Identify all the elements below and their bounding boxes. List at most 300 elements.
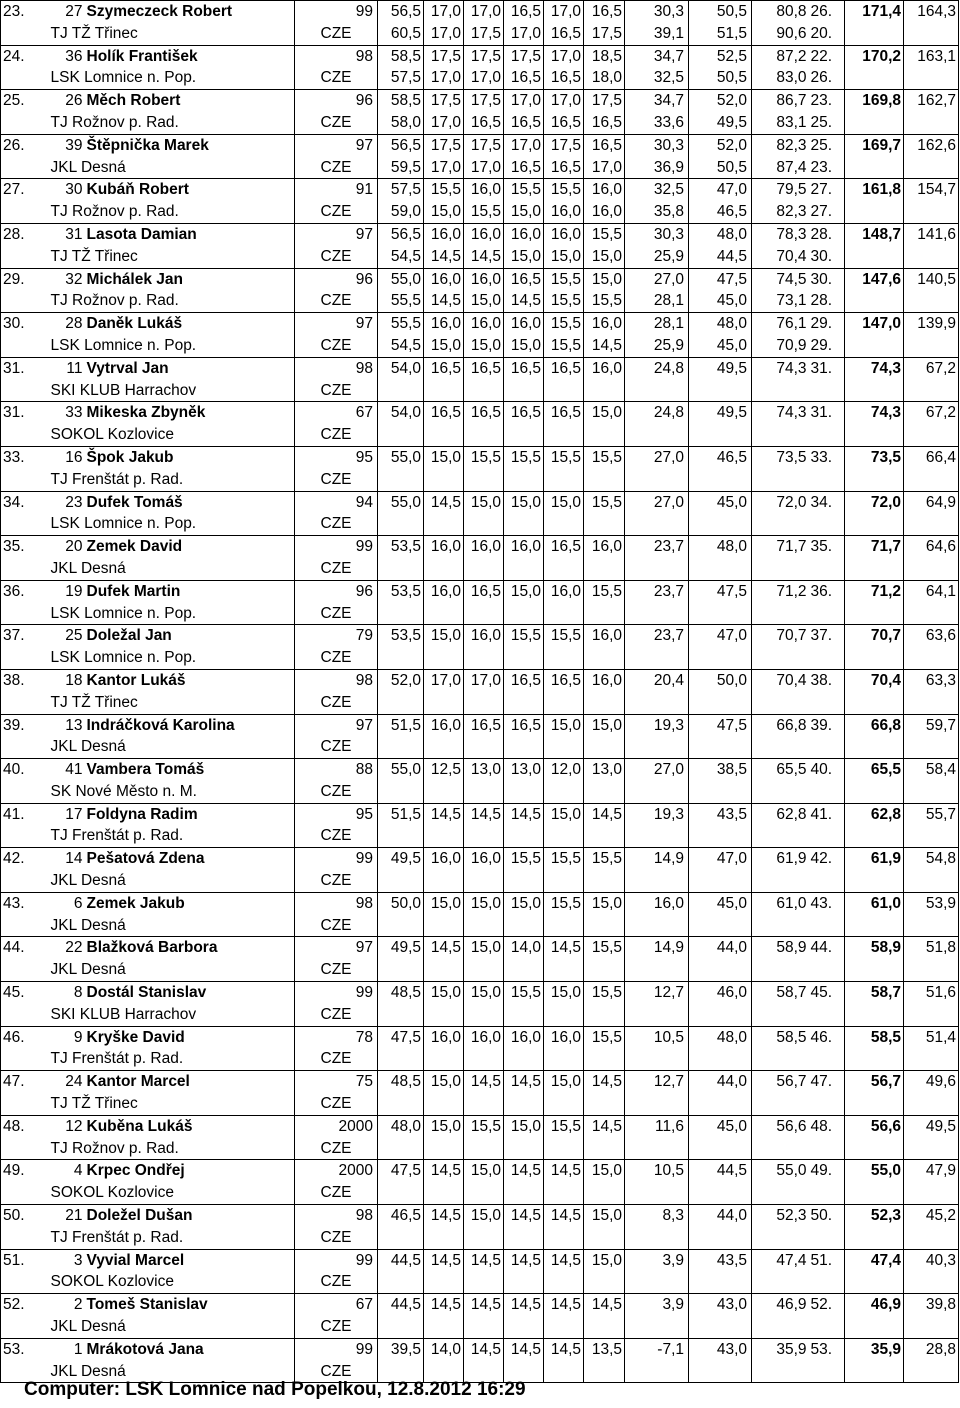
table-row <box>1 1294 959 1316</box>
judge-score-cell: 16,0 <box>424 313 464 335</box>
judge-score-cell: 14,5 <box>544 1249 584 1271</box>
judge-score-cell: 17,5 <box>504 45 544 67</box>
judge-score-cell: 15,5 <box>584 290 625 312</box>
athlete-name-cell: Dufek Tomáš <box>85 491 295 513</box>
judge-score-cell: 14,5 <box>504 1294 544 1316</box>
distance-cell: 53,5 <box>378 625 424 647</box>
judge-score-cell: 14,5 <box>424 246 464 268</box>
judge-score-cell: 17,5 <box>464 134 504 156</box>
year-cell: 96 <box>295 90 378 112</box>
empty-cell <box>544 647 584 669</box>
style-points-cell: 51,5 <box>689 23 752 45</box>
empty-cell <box>584 380 625 402</box>
empty-cell <box>689 469 752 491</box>
table-row <box>1 892 959 914</box>
judge-score-cell: 15,5 <box>424 179 464 201</box>
round-points-cell: 65,5 <box>752 759 809 781</box>
secondary-total-cell: 64,1 <box>904 580 959 602</box>
empty-cell <box>504 1271 544 1293</box>
table-row <box>1 580 959 602</box>
empty-cell <box>584 692 625 714</box>
rank-cell: 44. <box>1 937 49 959</box>
wind-points-cell: 12,7 <box>625 982 689 1004</box>
round-rank-cell: 49. <box>809 1160 845 1182</box>
style-points-cell: 46,0 <box>689 982 752 1004</box>
table-row <box>1 848 959 870</box>
empty-cell <box>752 692 809 714</box>
empty-cell <box>464 1227 504 1249</box>
judge-score-cell: 17,5 <box>424 134 464 156</box>
judge-score-cell: 17,0 <box>464 67 504 89</box>
start-number-cell: 30 <box>49 179 85 201</box>
round-rank-cell: 46. <box>809 1026 845 1048</box>
empty-cell <box>625 959 689 981</box>
style-points-cell: 44,5 <box>689 1160 752 1182</box>
style-points-cell: 43,5 <box>689 1249 752 1271</box>
judge-score-cell: 16,0 <box>544 223 584 245</box>
wind-points-cell: 32,5 <box>625 67 689 89</box>
distance-cell: 52,0 <box>378 669 424 691</box>
judge-score-cell: 16,0 <box>424 223 464 245</box>
judge-score-cell: 16,0 <box>544 201 584 223</box>
judge-score-cell: 16,5 <box>504 357 544 379</box>
judge-score-cell: 15,0 <box>424 892 464 914</box>
judge-score-cell: 15,0 <box>464 1160 504 1182</box>
judge-score-cell: 15,0 <box>464 937 504 959</box>
rank-cell: 49. <box>1 1160 49 1182</box>
wind-points-cell: 32,5 <box>625 179 689 201</box>
nation-cell: CZE <box>295 692 378 714</box>
judge-score-cell: 15,5 <box>504 446 544 468</box>
rank-spacer <box>1 246 49 268</box>
athlete-name-cell: Měch Robert <box>85 90 295 112</box>
distance-cell: 51,5 <box>378 803 424 825</box>
club-cell: LSK Lomnice n. Pop. <box>49 513 295 535</box>
judge-score-cell: 14,5 <box>424 1205 464 1227</box>
judge-score-cell: 17,5 <box>464 90 504 112</box>
judge-score-cell: 15,0 <box>464 892 504 914</box>
empty-cell <box>464 825 504 847</box>
empty-cell <box>689 1048 752 1070</box>
empty-cell <box>809 781 845 803</box>
judge-score-cell: 14,5 <box>464 803 504 825</box>
start-number-cell: 31 <box>49 223 85 245</box>
empty-cell <box>752 1138 809 1160</box>
wind-points-cell: 12,7 <box>625 1071 689 1093</box>
secondary-total-cell: 51,4 <box>904 1026 959 1048</box>
empty-cell <box>809 1138 845 1160</box>
style-points-cell: 45,0 <box>689 290 752 312</box>
judge-score-cell: 15,5 <box>584 223 625 245</box>
empty-cell <box>904 469 959 491</box>
judge-score-cell: 17,0 <box>424 67 464 89</box>
style-points-cell: 48,0 <box>689 536 752 558</box>
empty-cell <box>584 870 625 892</box>
empty-cell <box>809 424 845 446</box>
empty-cell <box>809 1316 845 1338</box>
judge-score-cell: 13,0 <box>504 759 544 781</box>
round-points-cell: 46,9 <box>752 1294 809 1316</box>
athlete-name-cell: Krpec Ondřej <box>85 1160 295 1182</box>
judge-score-cell: 16,0 <box>584 179 625 201</box>
nation-cell: CZE <box>295 1093 378 1115</box>
empty-cell <box>504 1316 544 1338</box>
table-row <box>1 759 959 781</box>
round-points-cell: 76,1 <box>752 313 809 335</box>
judge-score-cell: 17,0 <box>584 157 625 179</box>
club-cell: JKL Desná <box>49 157 295 179</box>
round-points-cell: 58,5 <box>752 1026 809 1048</box>
wind-points-cell: 28,1 <box>625 290 689 312</box>
table-row-sub <box>1 23 959 45</box>
secondary-total-cell: 67,2 <box>904 402 959 424</box>
empty-cell <box>904 246 959 268</box>
wind-points-cell: 34,7 <box>625 90 689 112</box>
distance-cell: 47,5 <box>378 1026 424 1048</box>
empty-cell <box>424 647 464 669</box>
distance-cell: 48,0 <box>378 1115 424 1137</box>
judge-score-cell: 14,5 <box>464 1294 504 1316</box>
empty-cell <box>689 603 752 625</box>
empty-cell <box>584 959 625 981</box>
empty-cell <box>845 23 904 45</box>
judge-score-cell: 18,5 <box>584 45 625 67</box>
table-row-sub <box>1 1004 959 1026</box>
club-cell: SOKOL Kozlovice <box>49 424 295 446</box>
style-points-cell: 52,5 <box>689 45 752 67</box>
total-points-cell: 58,7 <box>845 982 904 1004</box>
empty-cell <box>464 469 504 491</box>
distance-cell: 54,5 <box>378 246 424 268</box>
wind-points-cell: 23,7 <box>625 536 689 558</box>
empty-cell <box>464 1138 504 1160</box>
style-points-cell: 43,0 <box>689 1294 752 1316</box>
total-points-cell: 71,2 <box>845 580 904 602</box>
year-cell: 91 <box>295 179 378 201</box>
judge-score-cell: 16,0 <box>544 580 584 602</box>
empty-cell <box>625 1227 689 1249</box>
athlete-name-cell: Kantor Lukáš <box>85 669 295 691</box>
judge-score-cell: 17,0 <box>504 134 544 156</box>
rank-cell: 36. <box>1 580 49 602</box>
judge-score-cell: 17,5 <box>464 23 504 45</box>
table-row <box>1 491 959 513</box>
table-row <box>1 446 959 468</box>
round-points-cell: 70,7 <box>752 625 809 647</box>
judge-score-cell: 15,0 <box>504 246 544 268</box>
distance-cell: 58,0 <box>378 112 424 134</box>
empty-cell <box>752 1361 809 1383</box>
round-rank-cell: 45. <box>809 982 845 1004</box>
judge-score-cell: 15,0 <box>464 1205 504 1227</box>
rank-spacer <box>1 558 49 580</box>
secondary-total-cell: 58,4 <box>904 759 959 781</box>
round-rank-cell: 35. <box>809 536 845 558</box>
empty-cell <box>424 1182 464 1204</box>
empty-cell <box>378 513 424 535</box>
secondary-total-cell: 163,1 <box>904 45 959 67</box>
judge-score-cell: 13,0 <box>464 759 504 781</box>
empty-cell <box>378 1048 424 1070</box>
empty-cell <box>544 1227 584 1249</box>
judge-score-cell: 16,5 <box>504 1 544 23</box>
distance-cell: 56,5 <box>378 223 424 245</box>
wind-points-cell: 11,6 <box>625 1115 689 1137</box>
judge-score-cell: 16,0 <box>424 1026 464 1048</box>
style-points-cell: 44,0 <box>689 1071 752 1093</box>
rank-cell: 23. <box>1 1 49 23</box>
rank-spacer <box>1 1271 49 1293</box>
judge-score-cell: 17,0 <box>424 112 464 134</box>
judge-score-cell: 14,5 <box>464 1338 504 1360</box>
empty-cell <box>845 335 904 357</box>
empty-cell <box>689 870 752 892</box>
empty-cell <box>904 157 959 179</box>
empty-cell <box>584 1004 625 1026</box>
judge-score-cell: 15,0 <box>464 335 504 357</box>
empty-cell <box>378 781 424 803</box>
table-row <box>1 134 959 156</box>
judge-score-cell: 15,5 <box>584 580 625 602</box>
judge-score-cell: 16,0 <box>584 536 625 558</box>
judge-score-cell: 18,0 <box>584 67 625 89</box>
judge-score-cell: 17,5 <box>584 23 625 45</box>
judge-score-cell: 14,5 <box>424 1294 464 1316</box>
judge-score-cell: 16,5 <box>544 402 584 424</box>
round-rank-cell: 52. <box>809 1294 845 1316</box>
nation-cell: CZE <box>295 558 378 580</box>
empty-cell <box>378 825 424 847</box>
empty-cell <box>752 1093 809 1115</box>
nation-cell: CZE <box>295 23 378 45</box>
empty-cell <box>752 781 809 803</box>
judge-score-cell: 15,0 <box>584 1160 625 1182</box>
distance-cell: 46,5 <box>378 1205 424 1227</box>
judge-score-cell: 14,5 <box>424 1249 464 1271</box>
wind-points-cell: -7,1 <box>625 1338 689 1360</box>
rank-cell: 40. <box>1 759 49 781</box>
judge-score-cell: 14,5 <box>504 1071 544 1093</box>
nation-cell: CZE <box>295 290 378 312</box>
total-points-cell: 35,9 <box>845 1338 904 1360</box>
judge-score-cell: 14,5 <box>544 1338 584 1360</box>
empty-cell <box>845 424 904 446</box>
rank-cell: 51. <box>1 1249 49 1271</box>
year-cell: 98 <box>295 892 378 914</box>
athlete-name-cell: Vytrval Jan <box>85 357 295 379</box>
empty-cell <box>845 692 904 714</box>
table-row-sub <box>1 290 959 312</box>
table-row-sub <box>1 157 959 179</box>
wind-points-cell: 3,9 <box>625 1249 689 1271</box>
nation-cell: CZE <box>295 513 378 535</box>
table-row-sub <box>1 1093 959 1115</box>
total-points-cell: 46,9 <box>845 1294 904 1316</box>
empty-cell <box>845 1182 904 1204</box>
empty-cell <box>689 1182 752 1204</box>
empty-cell <box>809 513 845 535</box>
round-points-cell: 71,7 <box>752 536 809 558</box>
judge-score-cell: 17,0 <box>464 157 504 179</box>
total-points-cell: 74,3 <box>845 402 904 424</box>
style-points-cell: 48,0 <box>689 223 752 245</box>
distance-cell: 44,5 <box>378 1294 424 1316</box>
empty-cell <box>625 781 689 803</box>
style-points-cell: 50,5 <box>689 157 752 179</box>
table-row-sub <box>1 1048 959 1070</box>
empty-cell <box>752 469 809 491</box>
round-rank-cell: 20. <box>809 23 845 45</box>
judge-score-cell: 15,0 <box>504 892 544 914</box>
year-cell: 97 <box>295 937 378 959</box>
start-number-cell: 32 <box>49 268 85 290</box>
judge-score-cell: 14,5 <box>504 1205 544 1227</box>
empty-cell <box>845 1316 904 1338</box>
judge-score-cell: 17,0 <box>504 23 544 45</box>
judge-score-cell: 16,0 <box>424 268 464 290</box>
empty-cell <box>378 1182 424 1204</box>
empty-cell <box>544 469 584 491</box>
judge-score-cell: 16,5 <box>504 714 544 736</box>
empty-cell <box>544 692 584 714</box>
nation-cell: CZE <box>295 246 378 268</box>
nation-cell: CZE <box>295 1227 378 1249</box>
empty-cell <box>584 558 625 580</box>
judge-score-cell: 14,5 <box>464 1249 504 1271</box>
rank-spacer <box>1 67 49 89</box>
table-row <box>1 1115 959 1137</box>
secondary-total-cell: 64,6 <box>904 536 959 558</box>
table-row <box>1 1 959 23</box>
empty-cell <box>904 558 959 580</box>
table-row <box>1 1160 959 1182</box>
empty-cell <box>544 424 584 446</box>
empty-cell <box>752 424 809 446</box>
judge-score-cell: 15,5 <box>584 982 625 1004</box>
club-cell: TJ Frenštát p. Rad. <box>49 825 295 847</box>
total-points-cell: 171,4 <box>845 1 904 23</box>
empty-cell <box>504 959 544 981</box>
wind-points-cell: 35,8 <box>625 201 689 223</box>
table-row-sub <box>1 1182 959 1204</box>
club-cell: JKL Desná <box>49 870 295 892</box>
nation-cell: CZE <box>295 201 378 223</box>
distance-cell: 44,5 <box>378 1249 424 1271</box>
empty-cell <box>809 1048 845 1070</box>
round-rank-cell: 40. <box>809 759 845 781</box>
empty-cell <box>904 424 959 446</box>
empty-cell <box>424 825 464 847</box>
empty-cell <box>504 1048 544 1070</box>
empty-cell <box>752 825 809 847</box>
empty-cell <box>378 424 424 446</box>
round-points-cell: 87,2 <box>752 45 809 67</box>
table-row-sub <box>1 1138 959 1160</box>
table-row-sub <box>1 1271 959 1293</box>
empty-cell <box>809 603 845 625</box>
empty-cell <box>424 1004 464 1026</box>
total-points-cell: 56,7 <box>845 1071 904 1093</box>
empty-cell <box>544 1004 584 1026</box>
judge-score-cell: 16,5 <box>464 580 504 602</box>
judge-score-cell: 15,5 <box>544 848 584 870</box>
start-number-cell: 11 <box>49 357 85 379</box>
empty-cell <box>904 781 959 803</box>
judge-score-cell: 16,5 <box>424 402 464 424</box>
table-row <box>1 625 959 647</box>
empty-cell <box>464 1004 504 1026</box>
round-rank-cell: 51. <box>809 1249 845 1271</box>
style-points-cell: 47,5 <box>689 268 752 290</box>
empty-cell <box>689 692 752 714</box>
secondary-total-cell: 162,6 <box>904 134 959 156</box>
distance-cell: 47,5 <box>378 1160 424 1182</box>
nation-cell: CZE <box>295 1182 378 1204</box>
year-cell: 99 <box>295 1338 378 1360</box>
year-cell: 67 <box>295 1294 378 1316</box>
round-rank-cell: 34. <box>809 491 845 513</box>
wind-points-cell: 39,1 <box>625 23 689 45</box>
total-points-cell: 56,6 <box>845 1115 904 1137</box>
round-points-cell: 47,4 <box>752 1249 809 1271</box>
secondary-total-cell: 28,8 <box>904 1338 959 1360</box>
rank-spacer <box>1 959 49 981</box>
judge-score-cell: 15,0 <box>424 1071 464 1093</box>
club-cell: SOKOL Kozlovice <box>49 1182 295 1204</box>
empty-cell <box>584 1316 625 1338</box>
round-points-cell: 83,1 <box>752 112 809 134</box>
secondary-total-cell: 47,9 <box>904 1160 959 1182</box>
distance-cell: 54,5 <box>378 335 424 357</box>
rank-cell: 53. <box>1 1338 49 1360</box>
empty-cell <box>904 380 959 402</box>
year-cell: 88 <box>295 759 378 781</box>
year-cell: 79 <box>295 625 378 647</box>
empty-cell <box>544 603 584 625</box>
round-points-cell: 79,5 <box>752 179 809 201</box>
secondary-total-cell: 66,4 <box>904 446 959 468</box>
table-row <box>1 714 959 736</box>
round-rank-cell: 28. <box>809 290 845 312</box>
table-row-sub <box>1 380 959 402</box>
empty-cell <box>464 380 504 402</box>
judge-score-cell: 16,0 <box>544 1026 584 1048</box>
empty-cell <box>584 647 625 669</box>
wind-points-cell: 27,0 <box>625 446 689 468</box>
table-row-sub <box>1 1227 959 1249</box>
round-points-cell: 70,4 <box>752 669 809 691</box>
judge-score-cell: 16,5 <box>544 669 584 691</box>
table-row <box>1 1338 959 1360</box>
year-cell: 96 <box>295 268 378 290</box>
round-points-cell: 55,0 <box>752 1160 809 1182</box>
table-row-sub <box>1 112 959 134</box>
empty-cell <box>809 558 845 580</box>
total-points-cell: 170,2 <box>845 45 904 67</box>
judge-score-cell: 17,5 <box>424 45 464 67</box>
year-cell: 97 <box>295 714 378 736</box>
wind-points-cell: 30,3 <box>625 1 689 23</box>
empty-cell <box>809 1182 845 1204</box>
total-points-cell: 65,5 <box>845 759 904 781</box>
empty-cell <box>845 469 904 491</box>
empty-cell <box>584 1048 625 1070</box>
distance-cell: 57,5 <box>378 67 424 89</box>
judge-score-cell: 12,0 <box>544 759 584 781</box>
total-points-cell: 55,0 <box>845 1160 904 1182</box>
club-cell: TJ Rožnov p. Rad. <box>49 112 295 134</box>
club-cell: JKL Desná <box>49 959 295 981</box>
